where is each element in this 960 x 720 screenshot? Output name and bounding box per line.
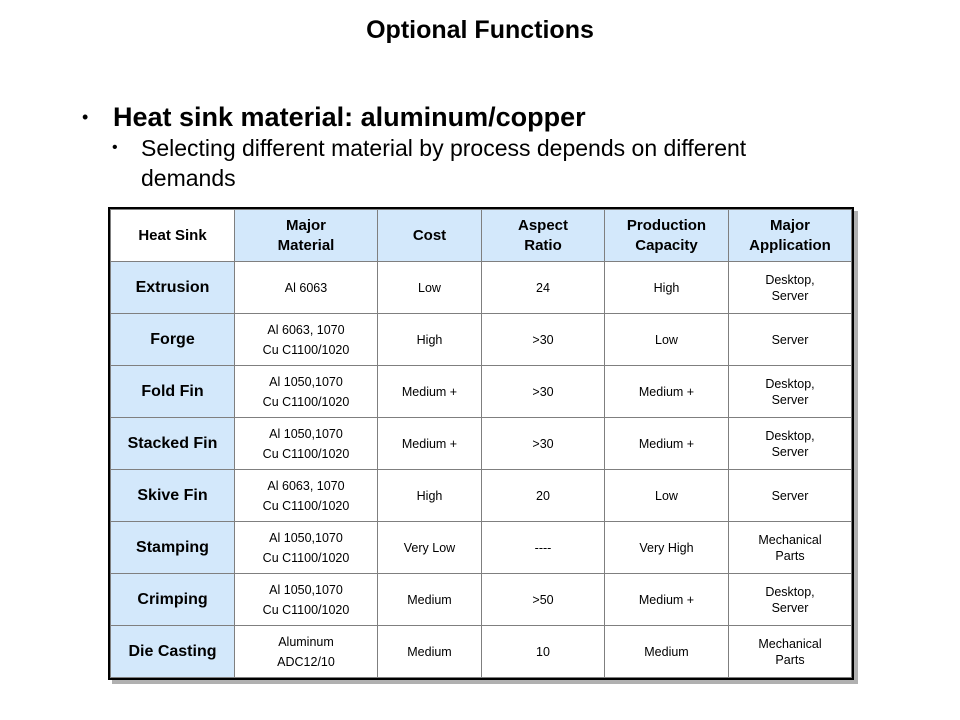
- header-production-capacity: [605, 210, 729, 262]
- cell-material: [235, 574, 378, 626]
- cell-production-capacity: Medium: [605, 626, 729, 678]
- bullet-dot-icon: •: [82, 107, 89, 127]
- cell-application: [729, 522, 852, 574]
- header-cost: [378, 210, 482, 262]
- bullet-level2-text-line2: demands: [141, 165, 236, 191]
- cell-material: [235, 262, 378, 314]
- table-row: [111, 470, 852, 522]
- cell-application-line: Server: [771, 332, 809, 347]
- cell-production-capacity: Low: [605, 470, 729, 522]
- cell-material-line: Al 1050,1070: [269, 530, 343, 545]
- table-row: [111, 574, 852, 626]
- header-heat-sink: [111, 210, 235, 262]
- cell-material-line: Al 6063, 1070: [267, 322, 345, 337]
- table-body: [111, 262, 852, 678]
- header-major-material: [235, 210, 378, 262]
- cell-material-line: Al 6063: [284, 280, 328, 295]
- cell-application: [729, 418, 852, 470]
- table-row: [111, 418, 852, 470]
- cell-application: [729, 366, 852, 418]
- cell-aspect-ratio: >30: [482, 366, 605, 418]
- cell-application-line: Desktop,: [765, 584, 815, 599]
- header-text: Aspect: [517, 216, 569, 234]
- cell-application: [729, 626, 852, 678]
- cell-material: [235, 522, 378, 574]
- table-row: [111, 626, 852, 678]
- cell-material: [235, 314, 378, 366]
- header-text: Ratio: [524, 236, 562, 254]
- cell-material-line: Cu C1100/1020: [262, 550, 350, 565]
- cell-aspect-ratio: ----: [482, 522, 605, 574]
- cell-material-line: Al 1050,1070: [269, 582, 343, 597]
- cell-aspect-ratio: >50: [482, 574, 605, 626]
- slide-title: Optional Functions: [366, 16, 594, 44]
- table-row: [111, 314, 852, 366]
- table-row: [111, 262, 852, 314]
- header-text: Material: [277, 236, 335, 254]
- bullet-level2-text-line1: Selecting different material by process depends on different: [141, 135, 747, 161]
- row-heat-sink-type: Crimping: [111, 574, 235, 626]
- cell-material-line: Cu C1100/1020: [262, 602, 350, 617]
- cell-aspect-ratio: 24: [482, 262, 605, 314]
- row-heat-sink-type: Stacked Fin: [111, 418, 235, 470]
- cell-application: [729, 470, 852, 522]
- cell-production-capacity: Medium +: [605, 418, 729, 470]
- row-heat-sink-type: Die Casting: [111, 626, 235, 678]
- cell-cost: Medium: [378, 574, 482, 626]
- cell-aspect-ratio: 10: [482, 626, 605, 678]
- cell-cost: Medium +: [378, 418, 482, 470]
- cell-material: [235, 626, 378, 678]
- header-aspect-ratio: [482, 210, 605, 262]
- cell-cost: Medium: [378, 626, 482, 678]
- cell-aspect-ratio: >30: [482, 418, 605, 470]
- row-heat-sink-type: Skive Fin: [111, 470, 235, 522]
- row-heat-sink-type: Fold Fin: [111, 366, 235, 418]
- cell-production-capacity: Medium +: [605, 574, 729, 626]
- cell-application-line: Mechanical: [758, 532, 822, 547]
- cell-cost: Medium +: [378, 366, 482, 418]
- cell-application-line: Server: [771, 392, 809, 407]
- header-text: Major: [285, 216, 326, 234]
- header-text: Cost: [412, 226, 447, 244]
- cell-application-line: Server: [771, 288, 809, 303]
- cell-material-line: Cu C1100/1020: [262, 498, 350, 513]
- cell-material-line: Cu C1100/1020: [262, 342, 350, 357]
- cell-application-line: Desktop,: [765, 376, 815, 391]
- table-row: [111, 522, 852, 574]
- cell-material-line: Aluminum: [278, 634, 334, 649]
- cell-application-line: Server: [771, 600, 809, 615]
- heat-sink-table-frame: [108, 207, 854, 680]
- header-text: Application: [749, 236, 831, 254]
- header-text: Production: [626, 216, 707, 234]
- bullet-dot-icon: •: [112, 139, 118, 156]
- cell-cost: Low: [378, 262, 482, 314]
- cell-application-line: Server: [771, 488, 809, 503]
- cell-material: [235, 366, 378, 418]
- cell-production-capacity: Low: [605, 314, 729, 366]
- cell-application: [729, 574, 852, 626]
- cell-production-capacity: Medium +: [605, 366, 729, 418]
- cell-cost: High: [378, 314, 482, 366]
- row-heat-sink-type: Stamping: [111, 522, 235, 574]
- cell-application: [729, 262, 852, 314]
- cell-application-line: Parts: [775, 548, 805, 563]
- row-heat-sink-type: Forge: [111, 314, 235, 366]
- table-header-row: [111, 210, 852, 262]
- cell-material-line: Al 1050,1070: [269, 374, 343, 389]
- cell-application: [729, 314, 852, 366]
- cell-production-capacity: Very High: [605, 522, 729, 574]
- cell-material-line: Al 6063, 1070: [267, 478, 345, 493]
- heat-sink-table: [110, 209, 852, 678]
- cell-material-line: ADC12/10: [277, 654, 335, 669]
- cell-application-line: Parts: [775, 652, 805, 667]
- cell-material: [235, 470, 378, 522]
- cell-material-line: Cu C1100/1020: [262, 446, 350, 461]
- cell-application-line: Mechanical: [758, 636, 822, 651]
- cell-cost: High: [378, 470, 482, 522]
- cell-material-line: Al 1050,1070: [269, 426, 343, 441]
- header-text: Major: [769, 216, 810, 234]
- cell-aspect-ratio: >30: [482, 314, 605, 366]
- cell-application-line: Desktop,: [765, 428, 815, 443]
- cell-production-capacity: High: [605, 262, 729, 314]
- cell-material: [235, 418, 378, 470]
- header-text: Heat Sink: [138, 226, 207, 244]
- bullet-level1-text: Heat sink material: aluminum/copper: [113, 102, 586, 132]
- cell-cost: Very Low: [378, 522, 482, 574]
- cell-material-line: Cu C1100/1020: [262, 394, 350, 409]
- cell-aspect-ratio: 20: [482, 470, 605, 522]
- header-text: Capacity: [635, 236, 698, 254]
- cell-application-line: Server: [771, 444, 809, 459]
- header-major-application: [729, 210, 852, 262]
- cell-application-line: Desktop,: [765, 272, 815, 287]
- table-row: [111, 366, 852, 418]
- row-heat-sink-type: Extrusion: [111, 262, 235, 314]
